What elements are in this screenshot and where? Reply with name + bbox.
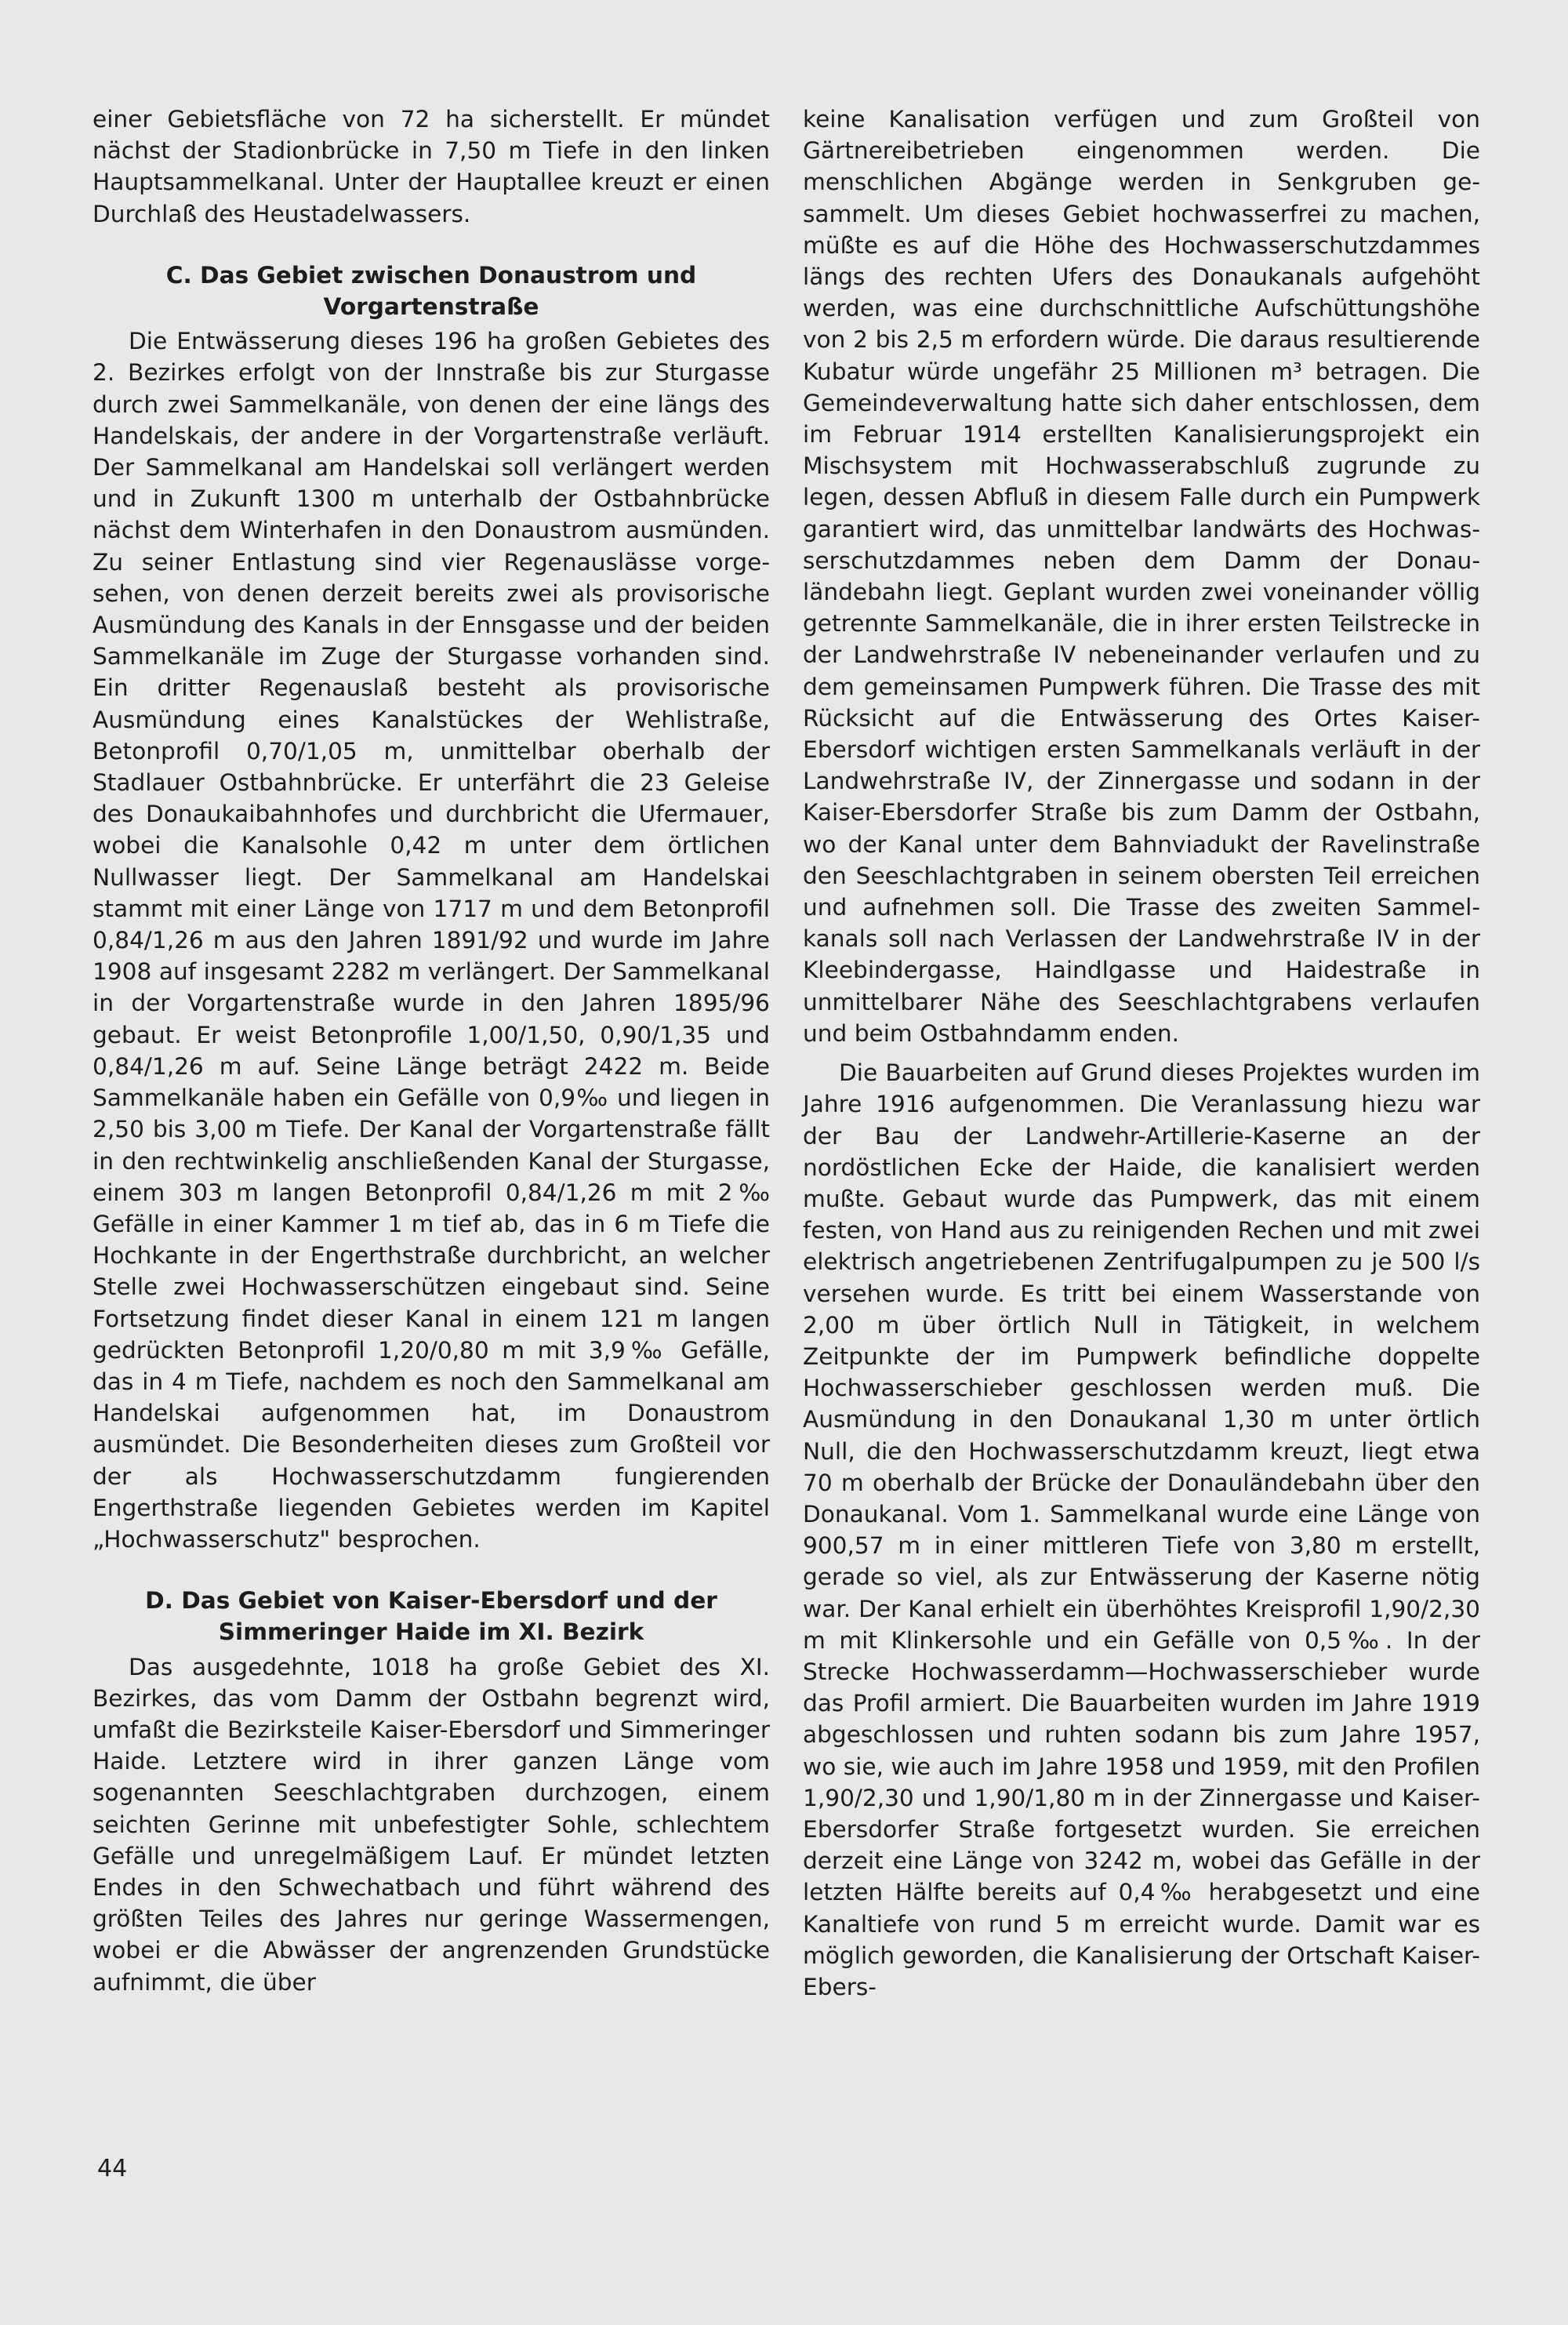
paragraph-bauarbeiten: Die Bauarbeiten auf Grund dieses Projektes wurden im Jahre 1916 aufgenommen. Die Veranlassung hiezu war der Bau der Landwehr-Artillerie-Kaserne an der nordöstlichen Ecke der Haide, die kanalisiert werden mußte. Gebaut wurde das Pumpwerk, das mit einem festen, von Hand aus zu reinigenden Rechen und mit zwei elektrisch angetriebenen Zentrifugalpumpen zu je 500 l/s versehen wurde. Es tritt bei einem Wasserstande von 2,00 m über örtlich Null in Tätigkeit, in welchem Zeitpunkte der im Pumpwerk befindliche doppelte Hochwasserschieber geschlossen werden muß. Die Ausmündung in den Donaukanal 1,30 m unter örtlich Null, die den Hochwasserschutzdamm kreuzt, liegt etwa 70 m oberhalb der Brücke der Donauländebahn über den Donaukanal. Vom 1. Sammelkanal wurde eine Länge von 900,57 m in einer mittleren Tiefe von 3,80 m erstellt, gerade so viel, als zur Entwässerung der Kaserne nötig war. Der Kanal erhielt ein überhöhtes Kreisprofil 1,90/2,30 m mit Klinkersohle und ein Gefälle von 0,5‰. In der Strecke Hochwasserdamm—Hochwasserschieber wurde das Profil armiert. Die Bauarbeiten wurden im Jahre 1919 abgeschlossen und ruhten sodann bis zum Jahre 1957, wo sie, wie auch im Jahre 1958 und 1959, mit den Profilen 1,90/2,30 und 1,90/1,80 m in der Zinnergasse und Kaiser-Ebersdorfer Straße fortgesetzt wurden. Sie erreichen derzeit eine Länge von 3242 m, wobei das Gefälle in der letzten Hälfte bereits auf 0,4‰ herabgesetzt und eine Kanaltiefe von rund 5 m erreicht wurde. Damit war es möglich geworden, die Kanalisierung der Ortschaft Kaiser-Ebers- — [803, 1059, 1480, 2000]
paragraph-intro: einer Gebietsfläche von 72 ha sicherstellt. Er mündet nächst der Stadionbrücke in 7,50 m Tiefe in den linken Hauptsammelkanal. Unter der Hauptallee kreuzt er einen Durchlaß des Heustadelwassers. — [93, 106, 770, 227]
paragraph-section-d: Das ausgedehnte, 1018 ha große Gebiet des XI. Bezirkes, das vom Damm der Ostbahn begrenzt wird, umfaßt die Bezirksteile Kaiser-Ebersdorf und Simmeringer Haide. Letztere wird in ihrer ganzen Länge vom sogenannten Seeschlachtgraben durchzogen, einem seichten Gerinne mit unbefestigter Sohle, schlechtem Gefälle und unregelmäßigem Lauf. Er mündet letzten Endes in den Schwechatbach und führt während des größten Teiles des Jahres nur geringe Wassermengen, wobei er die Abwässer der angrenzenden Grundstücke aufnimmt, die über — [93, 1653, 770, 1996]
left-column — [93, 104, 770, 1998]
section-heading-d: D. Das Gebiet von Kaiser-Ebersdorf und der Simmeringer Haide im XI. Bezirk — [145, 1587, 717, 1646]
paragraph-continuation: keine Kanalisation verfügen und zum Großteil von Gärtnereibetrieben eingenommen werden. Die menschlichen Abgänge werden in Senkgruben gesammelt. Um dieses Gebiet hochwasserfrei zu machen, müßte es auf die Höhe des Hochwasserschutzdammes längs des rechten Ufers des Donaukanals aufgehöht werden, was eine durchschnittliche Aufschüttungshöhe von 2 bis 2,5 m erfordern würde. Die daraus resultierende Kubatur würde ungefähr 25 Millionen m³ betragen. Die Gemeindeverwaltung hatte sich daher entschlossen, dem im Februar 1914 erstellten Kanalisierungsprojekt ein Mischsystem mit Hochwasserabschluß zugrunde zu legen, dessen Abfluß in diesem Falle durch ein Pumpwerk garantiert wird, das unmittelbar landwärts des Hochwasserschutzdammes neben dem Damm der Donauländebahn liegt. Geplant wurden zwei voneinander völlig getrennte Sammelkanäle, die in ihrer ersten Teilstrecke in der Landwehrstraße IV nebeneinander verlaufen und zu dem gemeinsamen Pumpwerk führen. Die Trasse des mit Rücksicht auf die Entwässerung des Ortes Kaiser-Ebersdorf wichtigen ersten Sammelkanals verläuft in der Landwehrstraße IV, der Zinnergasse und sodann in der Kaiser-Ebersdorfer Straße bis zum Damm der Ostbahn, wo der Kanal unter dem Bahnviadukt der Ravelinstraße den Seeschlachtgraben in seinem obersten Teil erreichen und aufnehmen soll. Die Trasse des zweiten Sammelkanals soll nach Verlassen der Landwehrstraße IV in der Kleebindergasse, Haindlgasse und Haidestraße in unmittelbarer Nähe des Seeschlachtgrabens verlaufen und beim Ostbahndamm enden. — [803, 106, 1480, 1047]
page-number: 44 — [97, 2155, 128, 2182]
paragraph-section-c: Die Entwässerung dieses 196 ha großen Gebietes des 2. Bezirkes erfolgt von der Innstraße bis zur Sturgasse durch zwei Sammelkanäle, von denen der eine längs des Handelskais, der andere in der Vorgartenstraße verläuft. Der Sammelkanal am Handelskai soll verlängert werden und in Zukunft 1300 m unterhalb der Ostbahnbrücke nächst dem Winterhafen in den Donaustrom ausmünden. Zu seiner Entlastung sind vier Regenauslässe vorgesehen, von denen derzeit bereits zwei als provisorische Ausmündung des Kanals in der Ennsgasse und der beiden Sammelkanäle im Zuge der Sturgasse vorhanden sind. Ein dritter Regenauslaß besteht als provisorische Ausmündung eines Kanalstückes der Wehlistraße, Betonprofil 0,70/1,05 m, unmittelbar oberhalb der Stadlauer Ostbahnbrücke. Er unterfährt die 23 Geleise des Donaukaibahnhofes und durchbricht die Ufermauer, wobei die Kanalsohle 0,42 m unter dem örtlichen Nullwasser liegt. Der Sammelkanal am Handelskai stammt mit einer Länge von 1717 m und dem Betonprofil 0,84/1,26 m aus den Jahren 1891/92 und wurde im Jahre 1908 auf insgesamt 2282 m verlängert. Der Sammelkanal in der Vorgartenstraße wurde in den Jahren 1895/96 gebaut. Er weist Betonprofile 1,00/1,50, 0,90/1,35 und 0,84/1,26 m auf. Seine Länge beträgt 2422 m. Beide Sammelkanäle haben ein Gefälle von 0,9‰ und liegen in 2,50 bis 3,00 m Tiefe. Der Kanal der Vorgartenstraße fällt in den rechtwinkelig anschließenden Kanal der Sturgasse, einem 303 m langen Betonprofil 0,84/1,26 m mit 2‰ Gefälle in einer Kammer 1 m tief ab, das in 6 m Tiefe die Hochkante in der Engerthstraße durchbricht, an welcher Stelle zwei Hochwasserschützen eingebaut sind. Seine Fortsetzung findet dieser Kanal in einem 121 m langen gedrückten Betonprofil 1,20/0,80 m mit 3,9‰ Gefälle, das in 4 m Tiefe, nachdem es noch den Sammelkanal am Handelskai aufgenommen hat, im Donaustrom ausmündet. Die Besonderheiten dieses zum Großteil vor der als Hochwasserschutzdamm fungierenden Engerthstraße liegenden Gebietes werden im Kapitel „Hochwasserschutz" besprochen. — [93, 328, 770, 1553]
right-column — [803, 104, 1480, 2003]
section-heading-c: C. Das Gebiet zwischen Donaustrom und Vorgartenstraße — [165, 261, 697, 321]
